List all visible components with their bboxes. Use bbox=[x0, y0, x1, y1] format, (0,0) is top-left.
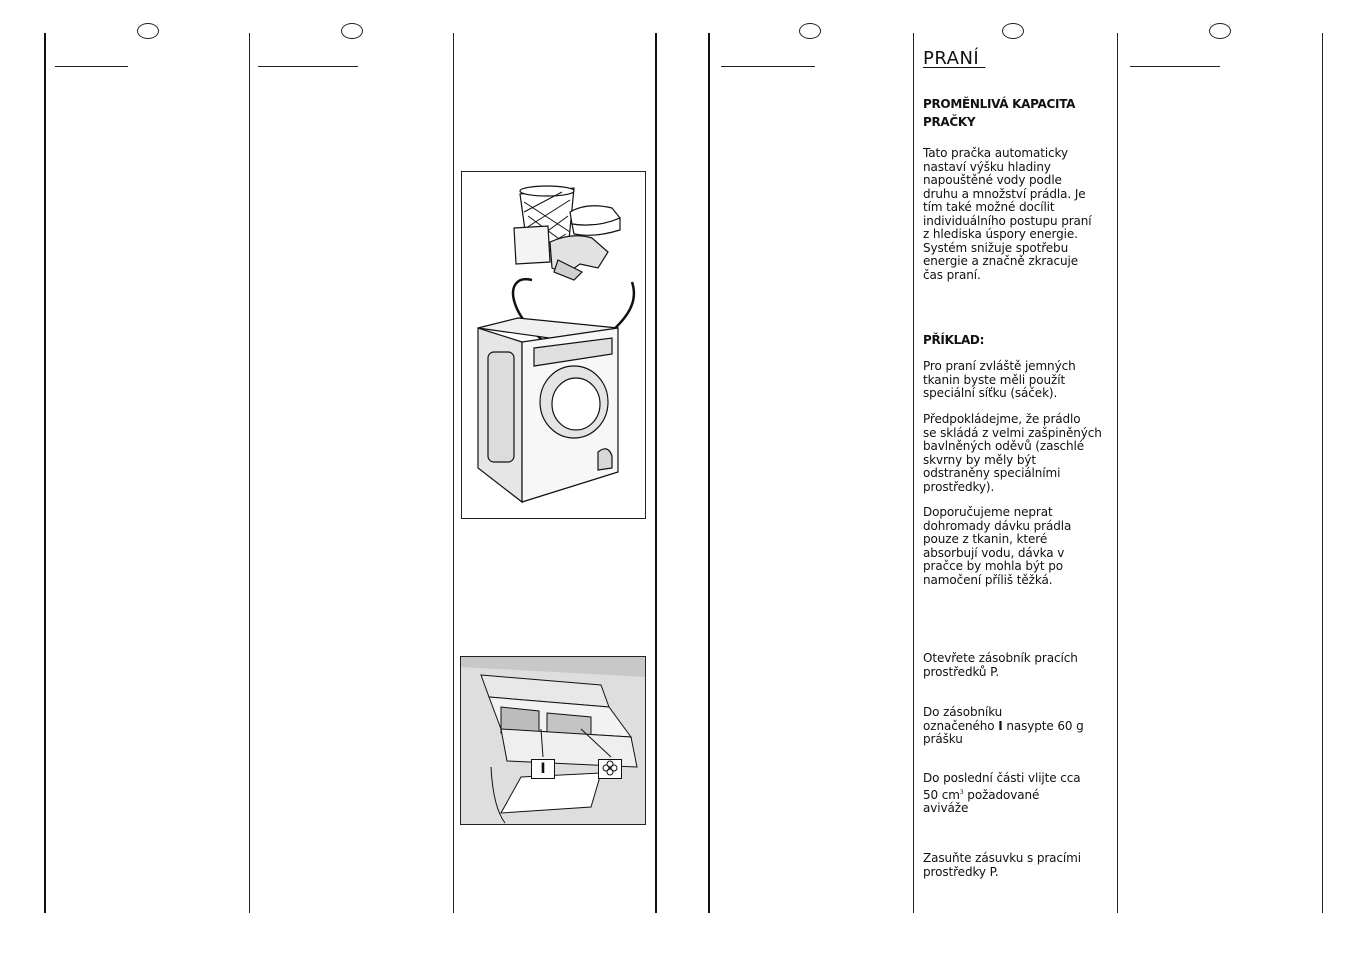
language-badge bbox=[341, 23, 363, 39]
page-divider bbox=[708, 33, 710, 913]
column-divider bbox=[249, 33, 250, 913]
intro-paragraph: Tato pračka automaticky nastaví výšku hladiny napouštěné vody podle druhu a množství prádla. Je tím také možné docílit individuálního postupu praní z hlediska úspory energie. Systém snižuje spotřebu energie a značně zkracuje čas praní. bbox=[923, 146, 1092, 282]
step-2-text-b: nasypte 60 g prášku bbox=[923, 718, 1084, 746]
washing-machine-icon bbox=[478, 318, 618, 502]
detergent-dispenser-illustration bbox=[460, 656, 646, 825]
language-badge bbox=[1209, 23, 1231, 39]
example-paragraph-3: Doporučujeme neprat dohromady dávku prádla pouze z tkanin, které absorbují vodu, dávka v pračce by mohla být po namočení příliš těžká. bbox=[923, 505, 1072, 587]
column-divider bbox=[44, 33, 46, 913]
step-2 bbox=[923, 706, 1084, 747]
example-paragraph-2: Předpokládejme, že prádlo se skládá z velmi zašpiněných bavlněných oděvů (zaschlé skvrny by měly být odstraněny speciálními prostředky). bbox=[923, 412, 1102, 494]
column-divider bbox=[1322, 33, 1323, 913]
header-rule bbox=[258, 66, 358, 67]
step-3-superscript: 3 bbox=[959, 788, 964, 796]
column-divider bbox=[913, 33, 914, 913]
compartment-label-softener bbox=[598, 759, 622, 779]
step-4: Zasuňte zásuvku s pracími prostředky P. bbox=[923, 851, 1081, 879]
laundry-washer-illustration bbox=[461, 171, 646, 519]
washer-drawing bbox=[462, 172, 645, 518]
column-divider bbox=[453, 33, 454, 913]
language-badge bbox=[137, 23, 159, 39]
header-rule bbox=[55, 66, 128, 67]
header-rule bbox=[721, 66, 815, 67]
compartment-label-i: I bbox=[531, 759, 555, 779]
step-2-compartment: I bbox=[998, 718, 1003, 733]
folded-towels-icon bbox=[570, 206, 620, 236]
page-divider bbox=[655, 33, 657, 913]
step-2-text-a: Do zásobníku označeného bbox=[923, 705, 1003, 733]
flower-icon bbox=[601, 760, 619, 776]
step-3-text-b: požadované aviváže bbox=[923, 787, 1040, 815]
language-badge bbox=[799, 23, 821, 39]
step-3 bbox=[923, 772, 1081, 816]
language-badge bbox=[1002, 23, 1024, 39]
section-subheading: PROMĚNLIVÁ KAPACITA PRAČKY bbox=[923, 97, 1076, 129]
dispenser-drawing bbox=[461, 657, 645, 824]
example-paragraph-1: Pro praní zvláště jemných tkanin byste měli použít speciální síťku (sáček). bbox=[923, 359, 1076, 400]
example-heading: PŘÍKLAD: bbox=[923, 333, 985, 347]
page-title: PRANÍ bbox=[923, 48, 986, 69]
column-divider bbox=[1117, 33, 1118, 913]
step-3-text-a: Do poslední části vlijte cca 50 cm bbox=[923, 771, 1081, 802]
header-rule bbox=[1130, 66, 1220, 67]
step-1: Otevřete zásobník pracích prostředků P. bbox=[923, 651, 1078, 679]
